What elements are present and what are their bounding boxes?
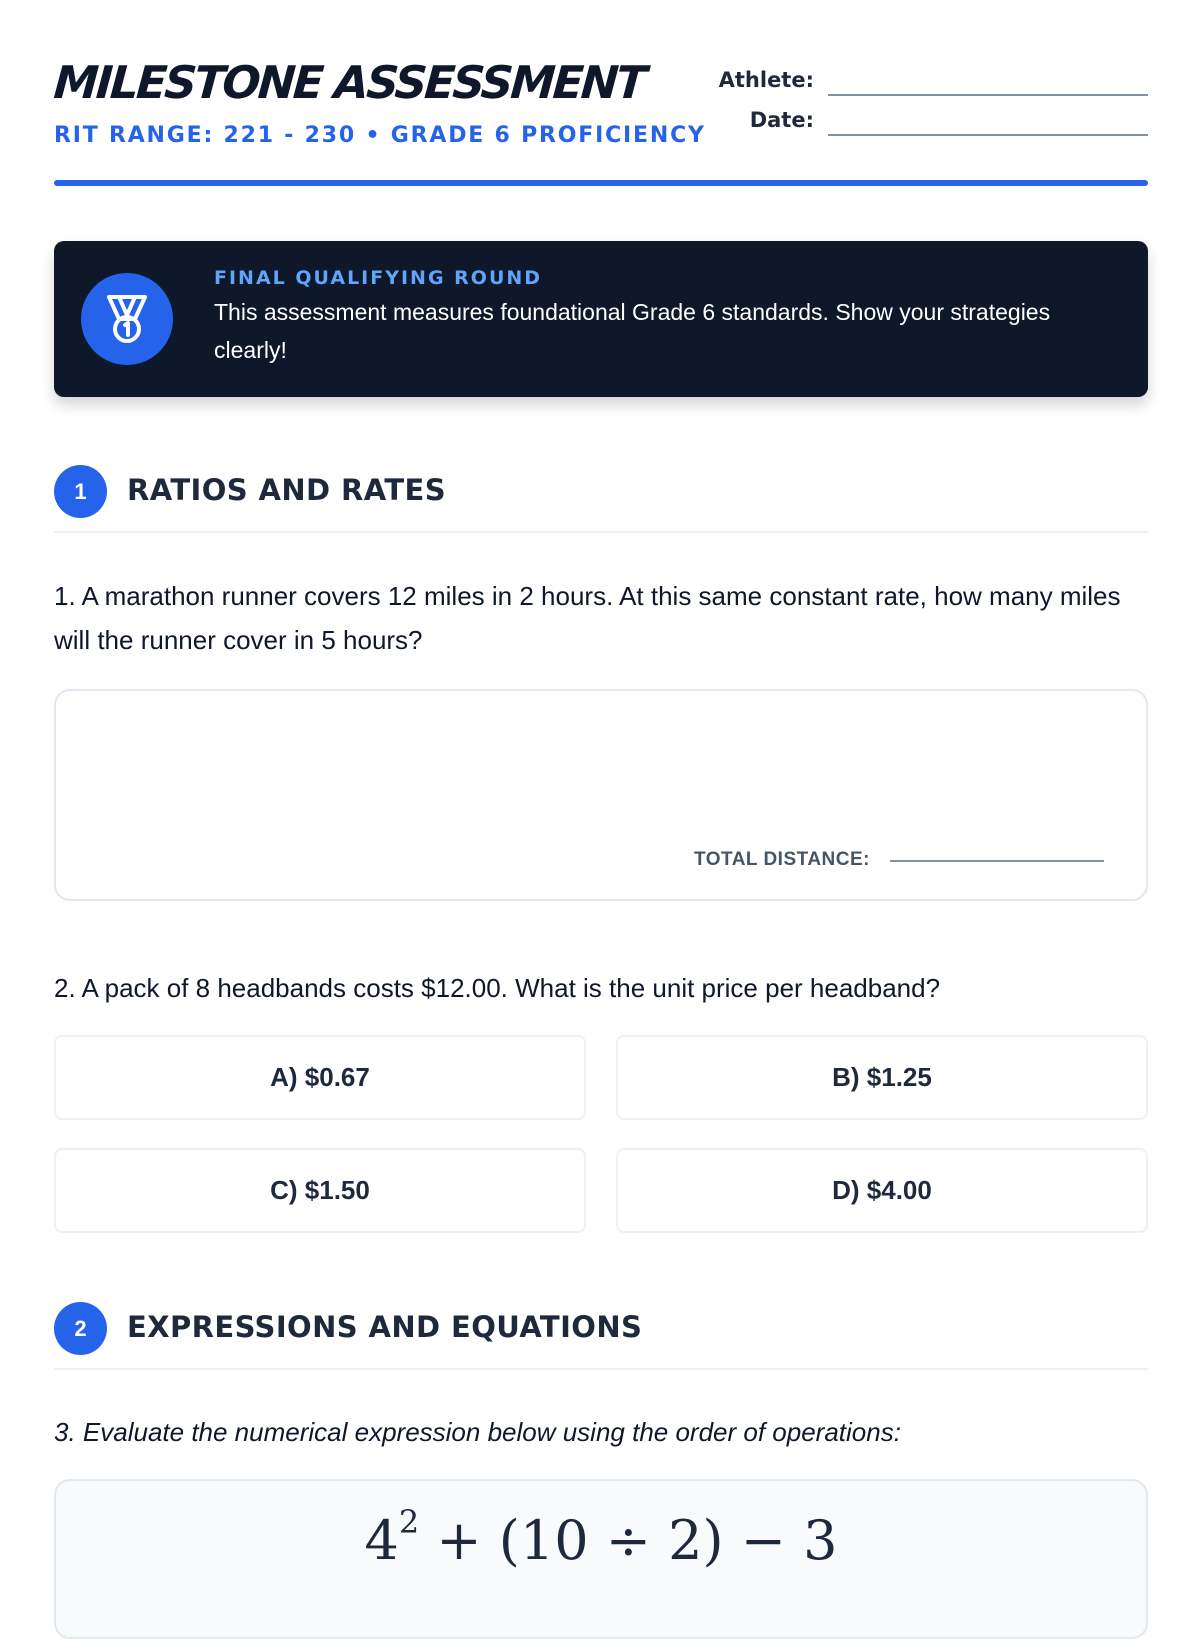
math-expression [56,1503,1146,1572]
section-number: 2 [54,1302,107,1355]
expression-rest: + (10 ÷ 2) − 3 [419,1509,838,1572]
worksheet-header [54,50,1148,187]
question-3-text: 3. Evaluate the numerical expression below using the order of operations: [54,1417,901,1447]
info-banner [54,241,1148,397]
date-input-line[interactable] [828,134,1148,136]
header-divider [54,180,1148,186]
expression-box [54,1479,1148,1639]
section-1-header [54,465,1148,535]
answer-label: TOTAL DISTANCE: [693,849,870,870]
page-subtitle: RIT RANGE: 221 - 230 • GRADE 6 PROFICIENCY [54,123,706,148]
choice-d[interactable]: D) $4.00 [616,1148,1148,1233]
athlete-field[interactable] [698,68,1148,98]
banner-text: This assessment measures foundational Grade 6 standards. Show your strategies clearly! [214,299,1051,363]
answer-input-line[interactable] [890,860,1104,862]
section-divider [54,1368,1148,1370]
expression-exponent: 2 [398,1503,420,1541]
date-label: Date: [749,108,814,132]
section-title: RATIOS AND RATES [127,473,447,507]
athlete-input-line[interactable] [828,94,1148,96]
choice-b[interactable]: B) $1.25 [616,1035,1148,1120]
section-title: EXPRESSIONS AND EQUATIONS [127,1310,643,1344]
page-title: MILESTONE ASSESSMENT [52,56,647,109]
choice-c[interactable]: C) $1.50 [54,1148,586,1233]
choice-a[interactable]: A) $0.67 [54,1035,586,1120]
section-number: 1 [54,465,107,518]
section-2-header [54,1302,1148,1372]
question-1-work-area[interactable] [54,689,1148,901]
question-1-text: 1. A marathon runner covers 12 miles in 2 hours. At this same constant rate, how many miles will the runner cover in 5 hours? [54,581,1121,655]
athlete-label: Athlete: [718,68,814,92]
banner-heading: FINAL QUALIFYING ROUND [214,267,543,289]
medal-icon [81,273,173,365]
section-divider [54,531,1148,533]
question-2-text: 2. A pack of 8 headbands costs $12.00. What is the unit price per headband? [54,973,941,1003]
date-field[interactable] [698,108,1148,138]
expression-base: 4 [364,1509,399,1572]
